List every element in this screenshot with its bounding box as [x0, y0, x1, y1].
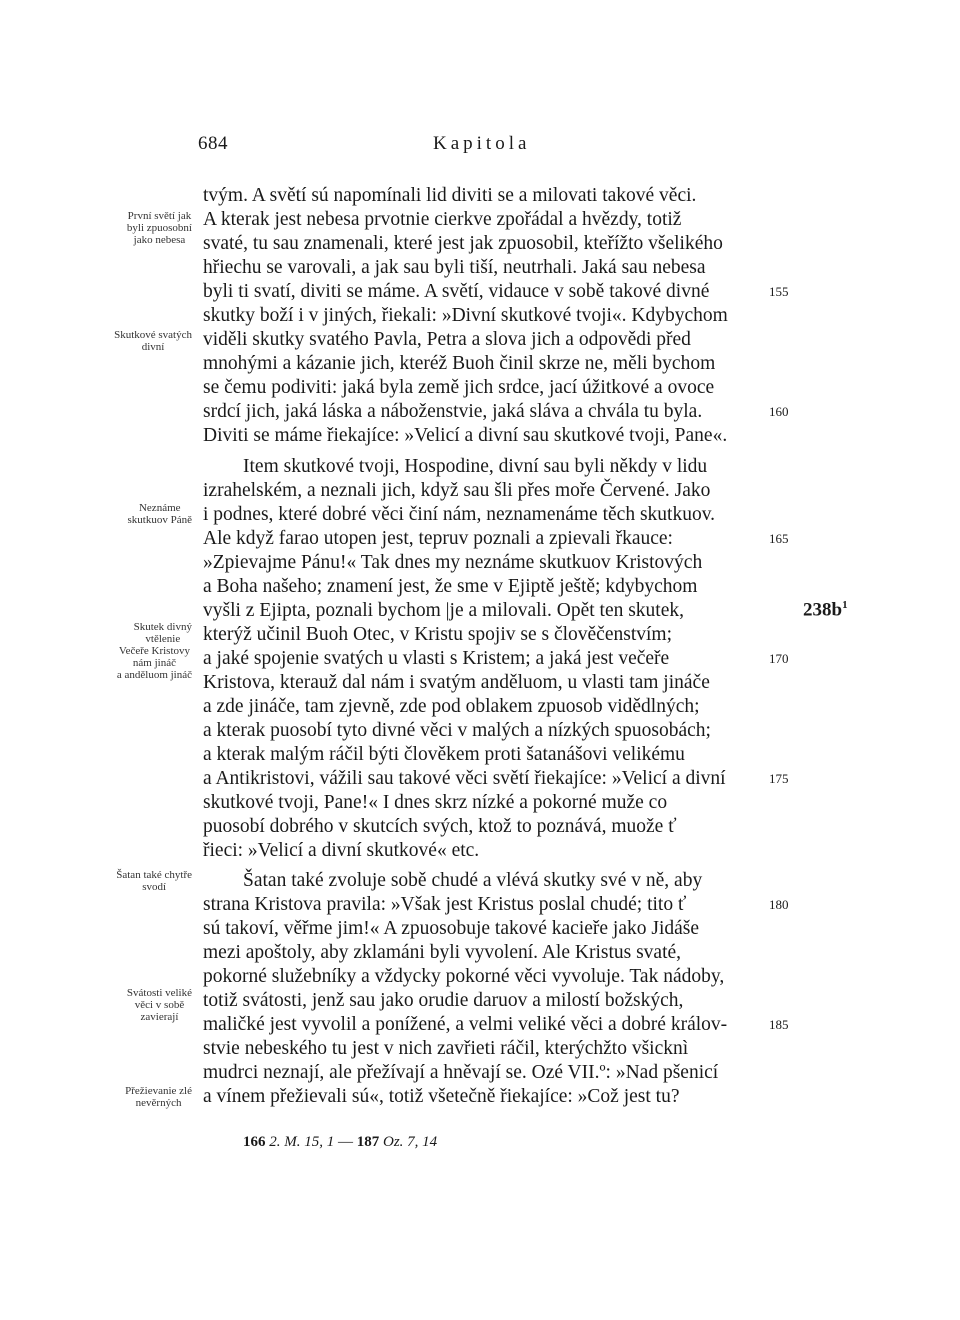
text-line: byli ti svatí, diviti se máme. A světí, vidauce v sobě takové divné — [203, 281, 710, 302]
footnote-dash: — — [338, 1134, 353, 1150]
folio-superscript: 1 — [842, 599, 848, 611]
text-line: skutkové tvoji, Pane!« I dnes skrz nízké a pokorné muže co — [203, 792, 668, 813]
text-line: a vínem přežievali sú«, totiž všetečně řiekajíce: »Což jest tu? — [203, 1086, 680, 1107]
margin-note: Svátosti veliké věci v sobě zavierají — [126, 987, 192, 1023]
text-line: puosobí dobrého v skutcích svých, ktož to poznává, muože ť — [203, 816, 677, 837]
text-line: řieci: »Velicí a divní skutkové« etc. — [203, 840, 480, 861]
page-number: 684 — [198, 133, 228, 154]
text-line: a jaké spojenie svatých u vlasti s Kristem; a jaká jest večeře — [203, 648, 670, 669]
margin-note: Skutek divný vtělenie — [133, 621, 192, 645]
text-line: hřiechu se varovali, a jak sau byli tiší, neutrhali. Jaká sau nebesa — [203, 257, 706, 278]
line-number: 170 — [769, 651, 789, 666]
margin-note: Přežievanie zlé nevěrných — [125, 1085, 192, 1109]
running-head: Kapitola — [433, 133, 531, 154]
text-line: a zde jináče, tam zjevně, zde pod oblakem zpuosob vidědlných; — [203, 696, 700, 717]
folio-label: 238b — [803, 599, 843, 621]
text-line: Kristova, kterauž dal nám i svatým anděluom, u vlasti tam jináče — [203, 672, 710, 693]
text-line: totiž svátosti, jenž sau jako orudie daruov a milostí božských, — [203, 990, 684, 1011]
text-line: maličké jest vyvolil a ponížené, a velmi veliké věci a dobré králov- — [203, 1014, 728, 1035]
margin-note: Večeře Kristovy nám jináč a anděluom jináč — [116, 645, 192, 681]
text-line: tvým. A světí sú napomínali lid diviti se a milovati takové věci. — [203, 185, 697, 206]
margin-note: Skutkové svatých divní — [114, 329, 192, 353]
text-line: Item skutkové tvoji, Hospodine, divní sau byli někdy v lidu — [243, 456, 708, 477]
text-line: a Antikristovi, vážili sau takové věci světí řiekajíce: »Velicí a divní — [203, 768, 726, 789]
footnote-line-ref: 187 — [356, 1134, 380, 1150]
text-line: kterýž učinil Buoh Otec, v Kristu spojiv se s člověčenstvím; — [203, 624, 672, 645]
text-line: a Boha našeho; znamení jest, že sme v Ejiptě ještě; kdybychom — [203, 576, 698, 597]
line-number: 155 — [769, 284, 789, 299]
margin-note: Šatan také chytře svodí — [116, 869, 192, 893]
text-line: »Zpievajme Pánu!« Tak dnes my neznáme skutkuov Kristových — [203, 552, 703, 573]
text-line: stvie nebeského tu jest v nich zavřieti ráčil, kterýchžto všicknì — [203, 1038, 689, 1059]
line-number: 180 — [769, 897, 789, 912]
text-line: a kterak malým ráčil býti člověkem proti šatanášovi velikému — [203, 744, 685, 765]
text-line: A kterak jest nebesa prvotnie cierkve zpořádal a hvězdy, totiž — [203, 209, 682, 230]
text-line: viděli skutky svatého Pavla, Petra a slova jich a odpovědi před — [203, 329, 691, 350]
text-line: srdcí jich, jaká láska a náboženstvie, jaká sláva a chvála tu byla. — [203, 401, 703, 422]
footnote — [243, 1134, 437, 1151]
footnote-line-ref: 166 — [243, 1134, 266, 1150]
folio-mark — [803, 599, 848, 621]
margin-note: Neznáme skutkuov Páně — [127, 502, 192, 526]
footnote-citation: 2. M. 15, 1 — [269, 1134, 335, 1150]
line-number: 185 — [769, 1017, 789, 1032]
text-line: vyšli z Ejipta, poznali bychom |je a milovali. Opět ten skutek, — [203, 600, 685, 621]
text-line: izrahelském, a neznali jich, když sau šli přes moře Červené. Jako — [203, 480, 711, 501]
line-number: 175 — [769, 771, 789, 786]
line-number: 160 — [769, 404, 789, 419]
text-line: mezi apoštoly, aby zklamáni byli vyvolení. Ale Kristus svaté, — [203, 942, 682, 963]
margin-note: První světí jak byli zpuosobní jako nebesa — [126, 210, 192, 246]
text-line: strana Kristova pravila: »Však jest Kristus poslal chudé; tito ť — [203, 894, 687, 915]
text-line: sú takoví, věřme jim!« A zpuosobuje takové kacieře jako Jidáše — [203, 918, 700, 939]
text-line: skutky boží i v jiných, řiekali: »Divní skutkové tvoji«. Kdybychom — [203, 305, 728, 326]
text-line: a kterak puosobí tyto divné věci v malých a nízkých spuosobách; — [203, 720, 711, 741]
text-line: svaté, tu sau znamenali, které jest jak zpuosobil, kteřížto všelikého — [203, 233, 723, 254]
text-line: mnohými a kázanie jich, kteréž Buoh činil skrze ne, měli bychom — [203, 353, 716, 374]
text-line: se čemu podiviti: jaká byla země jich srdce, jací úžitkové a ovoce — [203, 377, 715, 398]
text-line: Šatan také zvoluje sobě chudé a vlévá skutky své v ně, aby — [243, 870, 703, 891]
text-line: Ale když farao utopen jest, tepruv poznali a zpievali řkauce: — [203, 528, 673, 549]
text-line: mudrci neznají, ale přežívají a hněvají se. Ozé VII.º: »Nad pšenicí — [203, 1062, 719, 1083]
text-line: i podnes, které dobré věci činí nám, neznamenáme těch skutkuov. — [203, 504, 716, 525]
text-line: pokorné služebníky a vždycky pokorné věci vyvoluje. Tak nádoby, — [203, 966, 725, 987]
text-line: Diviti se máme řiekajíce: »Velicí a divní sau skutkové tvoji, Pane«. — [203, 425, 728, 446]
line-number: 165 — [769, 531, 789, 546]
footnote-citation: Oz. 7, 14 — [383, 1134, 438, 1150]
